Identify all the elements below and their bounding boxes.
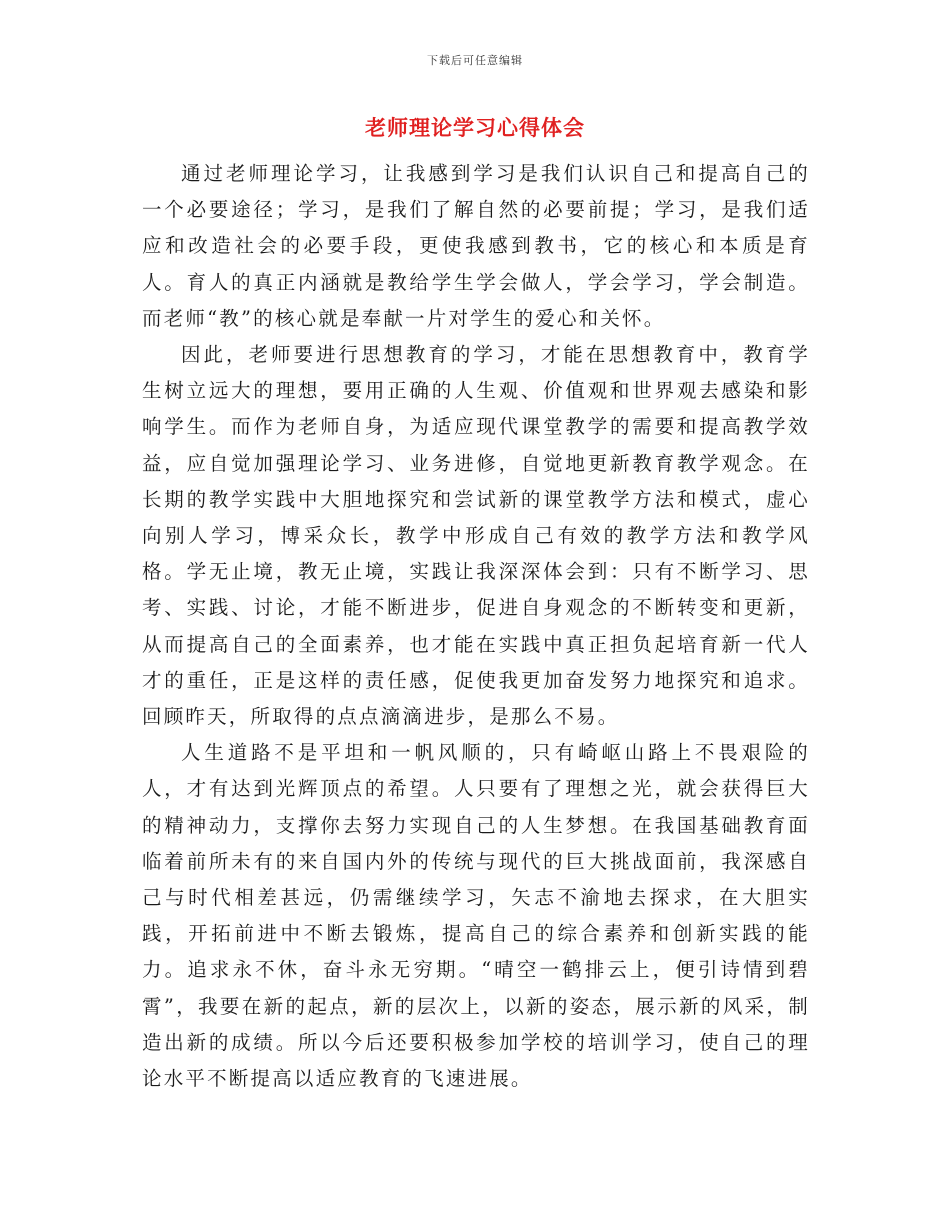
paragraph-1: 通过老师理论学习，让我感到学习是我们认识自己和提高自己的一个必要途径；学习，是我们了解自然的必要前提；学习，是我们适应和改造社会的必要手段，更使我感到教书，它的核心和本质是育人。育人的真正内涵就是教给学生学会做人，学会学习，学会制造。而老师“教”的核心就是奉献一片对学生的爱心和关怀。 <box>142 162 810 330</box>
paragraph-3: 人生道路不是平坦和一帆风顺的，只有崎岖山路上不畏艰险的人，才有达到光辉顶点的希望。人只要有了理想之光，就会获得巨大的精神动力，支撑你去努力实现自己的人生梦想。在我国基础教育面临着前所未有的来自国内外的传统与现代的巨大挑战面前，我深感自己与时代相差甚远，仍需继续学习，矢志不渝地去探求，在大胆实践，开拓前进中不断去锻炼，提高自己的综合素养和创新实践的能力。追求永不休，奋斗永无穷期。“晴空一鹤排云上，便引诗情到碧霄”，我要在新的起点，新的层次上，以新的姿态，展示新的风采，制造出新的成绩。所以今后还要积极参加学校的培训学习，使自己的理论水平不断提高以适应教育的飞速进展。 <box>142 741 810 1091</box>
document-body <box>142 156 810 1097</box>
document-title: 老师理论学习心得体会 <box>365 115 585 140</box>
paragraph-2: 因此，老师要进行思想教育的学习，才能在思想教育中，教育学生树立远大的理想，要用正确的人生观、价值观和世界观去感染和影响学生。而作为老师自身，为适应现代课堂教学的需要和提高教学效益，应自觉加强理论学习、业务进修，自觉地更新教育教学观念。在长期的教学实践中大胆地探究和尝试新的课堂教学方法和模式，虚心向别人学习，博采众长，教学中形成自己有效的教学方法和教学风格。学无止境，教无止境，实践让我深深体会到：只有不断学习、思考、实践、讨论，才能不断进步，促进自身观念的不断转变和更新，从而提高自己的全面素养，也才能在实践中真正担负起培育新一代人才的重任，正是这样的责任感，促使我更加奋发努力地探究和追求。回顾昨天，所取得的点点滴滴进步，是那么不易。 <box>142 343 810 729</box>
header-note: 下载后可任意编辑 <box>427 54 523 67</box>
